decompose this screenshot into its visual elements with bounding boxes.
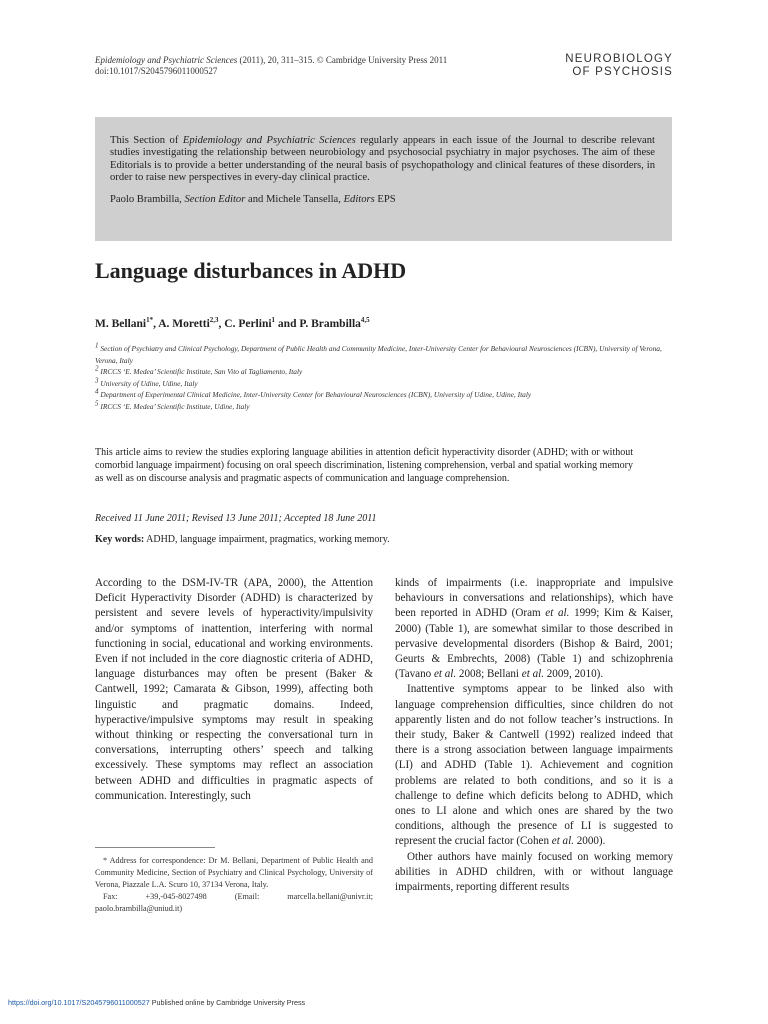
- body-paragraph: kinds of impairments (i.e. inappropriate and impulsive behaviours in conversations and relationships), which have been reported in ADHD (Oram et al. 1999; Kim & Kaiser, 2000) (Table 1), are somewhat similar to those described in pervasive developmental disorders (Bishop & Baird, 2001; Geurts & Embrechts, 2008) (Table 1) and schizophrenia (Tavano et al. 2008; Bellani et al. 2009, 2010).: [395, 577, 673, 681]
- body-column-right: [395, 576, 673, 895]
- body-paragraph: According to the DSM-IV-TR (APA, 2000), the Attention Deficit Hyperactivity Disorder (ADHD) is characterized by persistent and severe levels of hyperactivity/impulsivity and/or symptoms of inattention, interfering with normal functioning in social, educational and working environments. Even if not included in the core diagnostic criteria of ADHD, language disturbances may often be present (Baker & Cantwell, 1992; Camarata & Gibson, 1999), affecting both linguistic and pragmatic domains. Indeed, hyperactive/impulsive symptoms may result in speaking without thinking or respecting the conversational turn in conversations, interrupting others’ speech and talking excessively. These symptoms may reflect an association between ADHD and difficulties in pragmatic aspects of communication. Interestingly, such: [95, 577, 373, 802]
- editor-role: Section Editor: [184, 193, 246, 205]
- author: P. Brambilla$^{4,5}$: [299, 316, 370, 330]
- section-label-line2: OF PSYCHOSIS: [572, 66, 673, 78]
- author: M. Bellani$^{1*}$,: [95, 316, 159, 330]
- body-column-left: [95, 576, 373, 804]
- editor-name: Paolo Brambilla,: [110, 193, 185, 205]
- intro-journal-name: Epidemiology and Psychiatric Sciences: [182, 135, 356, 146]
- body-paragraph: Other authors have mainly focused on working memory abilities in ADHD children, with or without language impairments, reporting different results: [395, 850, 673, 894]
- journal-citation: [95, 55, 515, 77]
- editor-role: Editors: [343, 193, 375, 205]
- citation-details: (2011), 20, 311–315. © Cambridge University Press 2011: [237, 55, 448, 65]
- doi-link[interactable]: https://doi.org/10.1017/S2045796011000527: [8, 998, 150, 1007]
- intro-text-part: regularly appears in each issue of the Journal to describe relevant studies investigating the relationship between neurobiology and psychosocial psychiatry in major psychoses. The aim of these Editorials is to provide a better understanding of the neural basis of psychopathology and clinical features of these disorders, in order to raise new perspectives in every-day clinical practice.: [110, 135, 656, 184]
- published-online-text: Published online by Cambridge University Press: [149, 998, 306, 1007]
- section-intro-text: [110, 135, 655, 185]
- correspondence-footnote: [95, 855, 373, 915]
- affiliation-list: [95, 343, 672, 412]
- keywords: [95, 534, 390, 545]
- author: C. Perlini$^1$ and: [224, 316, 300, 330]
- affiliation: $^1$ Section of Psychiatry and Clinical Psychology, Department of Public Health and Community Medicine, Inter-University Center for Behavioural Neurosciences (ICBN), University of Verona, Verona, Italy: [95, 341, 662, 365]
- section-intro-box: [95, 117, 672, 241]
- received-dates: Received 11 June 2011; Revised 13 June 2011; Accepted 18 June 2011: [95, 513, 377, 524]
- intro-text-part: This Section of: [110, 135, 183, 146]
- author: A. Moretti$^{2,3}$,: [158, 316, 225, 330]
- editor-name: and Michele Tansella,: [245, 193, 344, 205]
- doi-text: doi:10.1017/S2045796011000527: [95, 66, 218, 76]
- editor-suffix: EPS: [374, 193, 396, 205]
- abstract: This article aims to review the studies exploring language abilities in attention deficit hyperactivity disorder (ADHD; with or without comorbid language impairment) focusing on oral speech discrimination, listening comprehension, verbal and spatial working memory as well as on discourse analysis and pragmatic aspects of communication and language comprehension.: [95, 447, 633, 484]
- footnote-divider: [95, 847, 215, 848]
- journal-name: Epidemiology and Psychiatric Sciences: [95, 55, 238, 65]
- footnote-contact: Fax: +39,-045-8027498 (Email: marcella.bellani@univr.it; paolo.brambilla@uniud.it): [95, 892, 373, 913]
- affiliation: $^3$ University of Udine, Udine, Italy: [95, 376, 198, 388]
- section-editors: [110, 194, 655, 206]
- footnote-address: * Address for correspondence: Dr M. Bellani, Department of Public Health and Community Medicine, Section of Psychiatry and Clinical Psychology, University of Verona, Piazzale L.A. Scuro 10, 37134 Verona, Italy.: [95, 856, 373, 889]
- page-footer: [8, 998, 305, 1007]
- section-label: [565, 53, 673, 79]
- body-paragraph: Inattentive symptoms appear to be linked also with language comprehension difficulties, since children do not apparently listen and do not follow teacher’s instructions. In their study, Baker & Cantwell (1992) realized indeed that there is a strong association between language impairments (LI) and ADHD (Table 1). Achievement and cognition problems are related to both conditions, and so it is a challenge to define which deficits belong to ADHD, which ones to LI alone and which ones are shared by the two conditions, although the presence of LI is suggested to represent the crucial factor (Cohen et al. 2000).: [395, 683, 673, 848]
- keywords-label: Key words:: [95, 534, 145, 545]
- affiliation: $^4$ Department of Experimental Clinical Medicine, Inter-University Center for Behavioural Neurosciences (ICBN), University of Udine, Udine, Italy: [95, 387, 532, 399]
- affiliation: $^2$ IRCCS ‘E. Medea’ Scientific Institute, San Vito al Tagliamento, Italy: [95, 364, 303, 376]
- keywords-text: ADHD, language impairment, pragmatics, working memory.: [144, 534, 390, 545]
- affiliation: $^5$ IRCCS ‘E. Medea’ Scientific Institute, Udine, Italy: [95, 399, 250, 411]
- article-title: Language disturbances in ADHD: [95, 258, 407, 283]
- author-list: [95, 318, 370, 330]
- section-label-line1: NEUROBIOLOGY: [565, 53, 673, 65]
